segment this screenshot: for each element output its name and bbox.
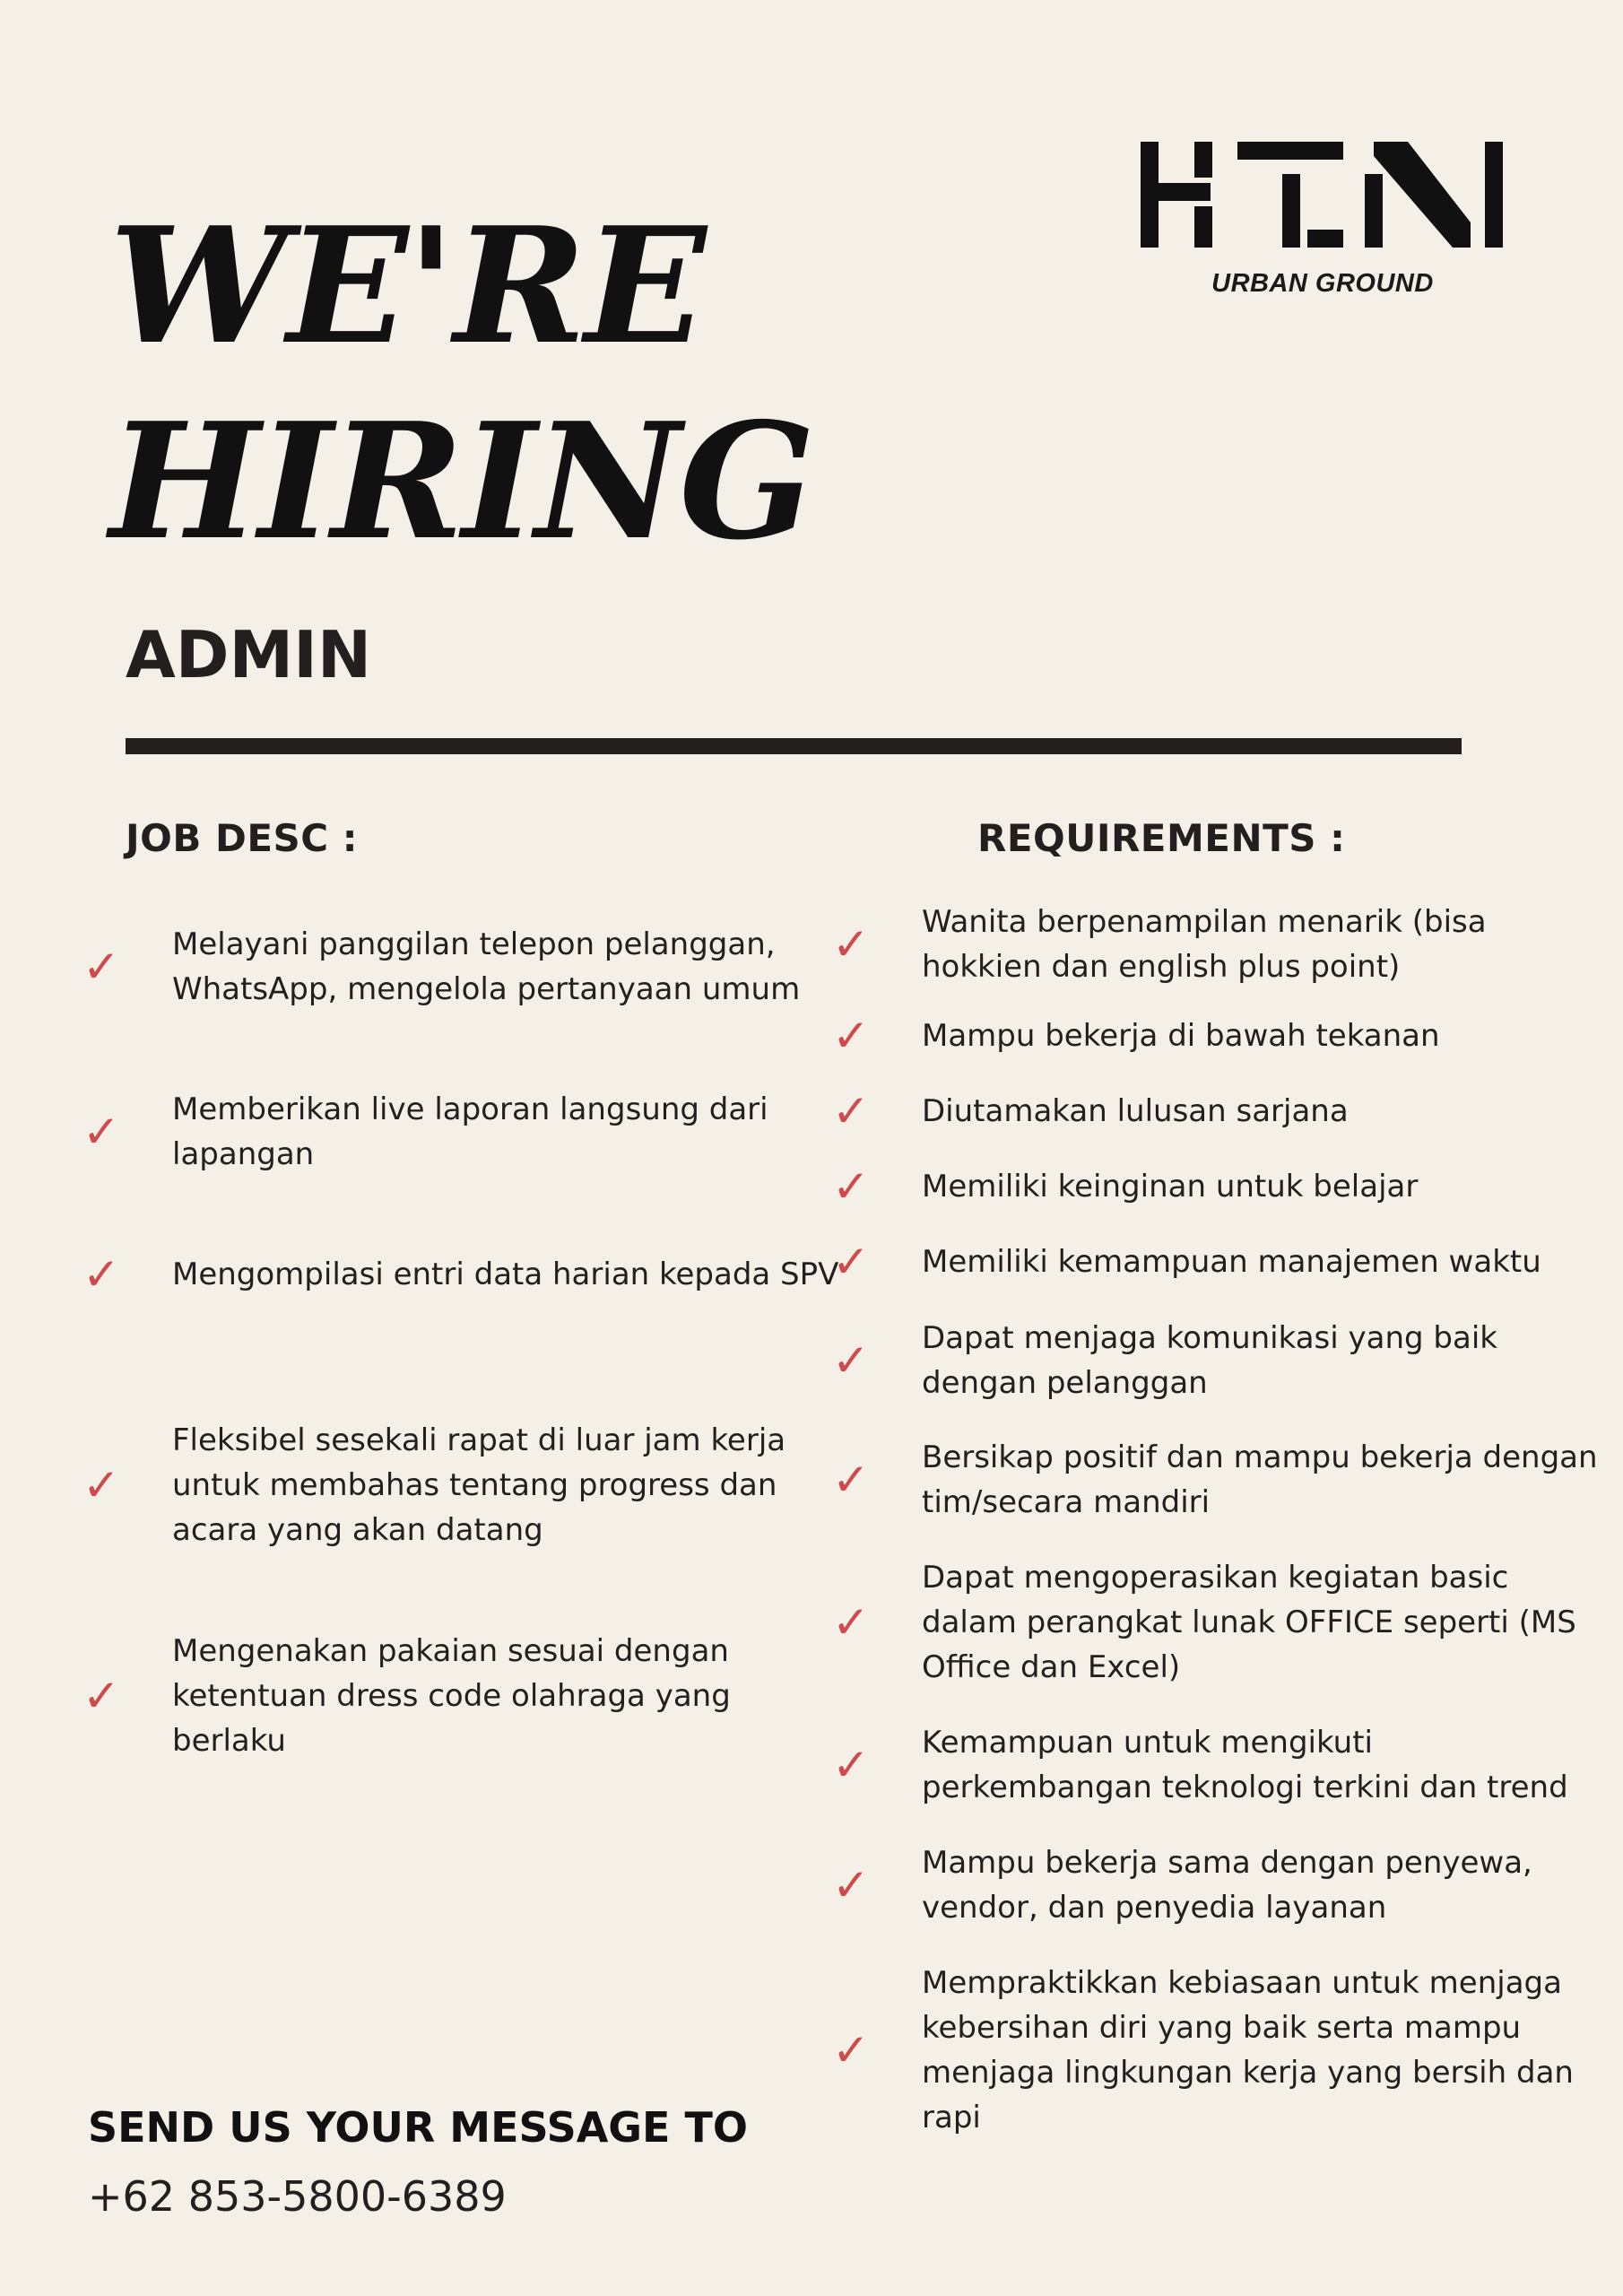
check-icon: ✓ bbox=[832, 1010, 870, 1062]
brand-logo bbox=[1139, 135, 1506, 305]
check-icon: ✓ bbox=[832, 1454, 870, 1506]
requirement-item-text: Dapat mengoperasikan kegiatan basic dalam perangkat lunak OFFICE seperti (MS Office dan Excel) bbox=[922, 1560, 1576, 1685]
requirement-item bbox=[832, 1236, 1603, 1288]
requirement-item bbox=[832, 1720, 1603, 1810]
check-icon: ✓ bbox=[82, 1670, 120, 1722]
requirement-item-text: Mampu bekerja sama dengan penyewa, vendor, dan penyedia layanan bbox=[922, 1845, 1532, 1926]
job-desc-item bbox=[82, 1418, 854, 1552]
requirement-item bbox=[832, 1316, 1603, 1405]
check-icon: ✓ bbox=[82, 1459, 120, 1511]
requirement-item-text: Dapat menjaga komunikasi yang baik dengan pelanggan bbox=[922, 1320, 1497, 1401]
check-icon: ✓ bbox=[82, 1106, 120, 1158]
check-icon: ✓ bbox=[832, 1335, 870, 1387]
job-desc-title: JOB DESC : bbox=[126, 816, 359, 860]
headline-line-2: HIRING bbox=[109, 387, 814, 575]
contact-title: SEND US YOUR MESSAGE TO bbox=[88, 2103, 748, 2152]
check-icon: ✓ bbox=[832, 1161, 870, 1213]
requirement-item-text: Kemampuan untuk mengikuti perkembangan teknologi terkini dan trend bbox=[922, 1725, 1568, 1805]
requirement-item-text: Wanita berpenampilan menarik (bisa hokkien dan english plus point) bbox=[922, 904, 1487, 985]
requirement-item bbox=[832, 1085, 1603, 1137]
check-icon: ✓ bbox=[82, 941, 120, 993]
requirement-item bbox=[832, 1961, 1603, 2140]
job-desc-item-text: Mengompilasi entri data harian kepada SPV bbox=[172, 1257, 839, 1292]
divider bbox=[126, 738, 1462, 754]
requirement-item-text: Memiliki kemampuan manajemen waktu bbox=[922, 1244, 1541, 1280]
job-desc-item-text: Fleksibel sesekali rapat di luar jam kerja untuk membahas tentang progress dan acara yang akan datang bbox=[172, 1422, 786, 1548]
job-desc-item bbox=[82, 1629, 854, 1763]
job-desc-item bbox=[82, 1087, 854, 1177]
contact-phone[interactable]: +62 853-5800-6389 bbox=[88, 2172, 507, 2221]
job-desc-item bbox=[82, 1248, 854, 1300]
requirements-title: REQUIREMENTS : bbox=[977, 816, 1346, 860]
requirement-item bbox=[832, 1161, 1603, 1213]
requirement-item bbox=[832, 900, 1603, 989]
requirement-item bbox=[832, 1435, 1603, 1525]
requirement-item-text: Memiliki keinginan untuk belajar bbox=[922, 1169, 1419, 1205]
check-icon: ✓ bbox=[832, 1596, 870, 1648]
requirement-item bbox=[832, 1840, 1603, 1930]
headline-line-1: WE'RE bbox=[109, 192, 705, 379]
job-desc-item-text: Memberikan live laporan langsung dari lapangan bbox=[172, 1091, 768, 1172]
requirement-item bbox=[832, 1555, 1603, 1690]
requirement-item bbox=[832, 1010, 1603, 1062]
check-icon: ✓ bbox=[832, 1739, 870, 1791]
logo-tagline: URBAN GROUND bbox=[1211, 269, 1434, 298]
job-desc-item bbox=[82, 922, 854, 1012]
check-icon: ✓ bbox=[82, 1248, 120, 1300]
check-icon: ✓ bbox=[832, 1085, 870, 1137]
job-desc-item-text: Mengenakan pakaian sesuai dengan ketentuan dress code olahraga yang berlaku bbox=[172, 1633, 731, 1759]
job-desc-item-text: Melayani panggilan telepon pelanggan, WhatsApp, mengelola pertanyaan umum bbox=[172, 926, 801, 1007]
requirement-item-text: Bersikap positif dan mampu bekerja dengan tim/secara mandiri bbox=[922, 1439, 1598, 1520]
requirement-item-text: Mempraktikkan kebiasaan untuk menjaga kebersihan diri yang baik serta mampu menjaga lingkungan kerja yang bersih dan rapi bbox=[922, 1965, 1574, 2135]
check-icon: ✓ bbox=[832, 918, 870, 970]
ktn-logo-mark bbox=[1139, 135, 1506, 251]
requirement-item-text: Diutamakan lulusan sarjana bbox=[922, 1093, 1349, 1129]
requirement-item-text: Mampu bekerja di bawah tekanan bbox=[922, 1018, 1440, 1054]
role-title: ADMIN bbox=[126, 617, 372, 692]
check-icon: ✓ bbox=[832, 1859, 870, 1911]
check-icon: ✓ bbox=[832, 1236, 870, 1288]
check-icon: ✓ bbox=[832, 2024, 870, 2076]
